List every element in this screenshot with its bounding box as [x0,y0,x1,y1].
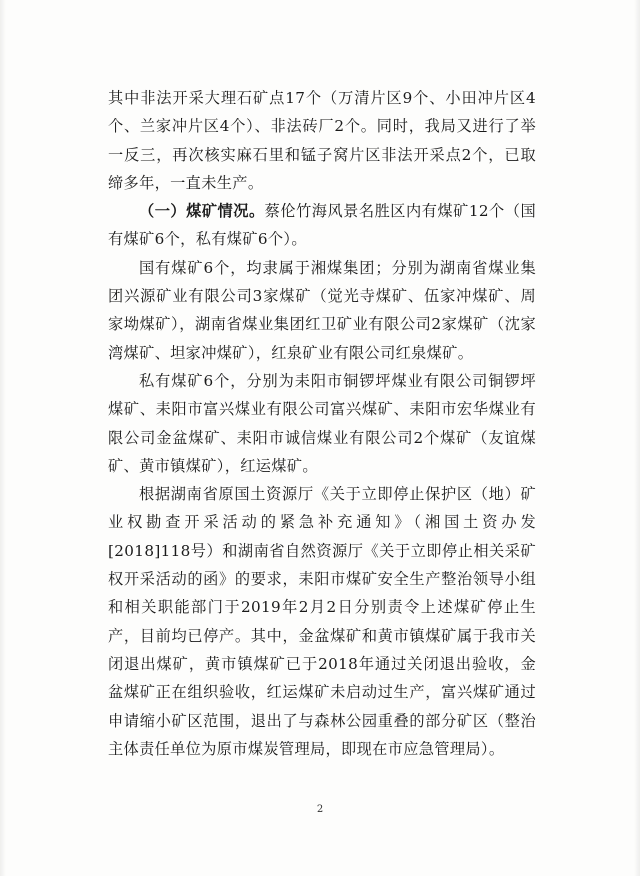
paragraph-state-owned-mines: 国有煤矿6个，均隶属于湘煤集团；分别为湖南省煤业集团兴源矿业有限公司3家煤矿（觉光寺煤矿、伍家冲煤矿、周家坳煤矿），湖南省煤业集团红卫矿业有限公司2家煤矿（沈家湾煤矿、坦家冲煤矿），红泉矿业有限公司红泉煤矿。 [108,258,536,362]
scan-edge-right [634,0,640,876]
section-heading-coal-mines: （一）煤矿情况。 [139,202,265,221]
page-number: 2 [316,804,324,815]
paragraph-private-mines: 私有煤矿6个，分别为耒阳市铜锣坪煤业有限公司铜锣坪煤矿、耒阳市富兴煤业有限公司富兴煤矿、耒阳市宏华煤业有限公司金盆煤矿、耒阳市诚信煤业有限公司2个煤矿（友谊煤矿、黄市镇煤矿），红运煤矿。 [108,371,536,475]
scan-edge-left [0,0,6,876]
paragraph-suspension-order: 根据湖南省原国土资源厅《关于立即停止保护区（地）矿业权勘查开采活动的紧急补充通知》（湘国土资办发[2018]118号）和湖南省自然资源厅《关于立即停止相关采矿权开采活动的函》的要求，耒阳市煤矿安全生产整治领导小组和相关职能部门于2019年2月2日分别责令上述煤矿停止生产，目前均已停产。其中，金盆煤矿和黄市镇煤矿属于我市关闭退出煤矿，黄市镇煤矿已于2018年通过关闭退出验收，金盆煤矿正在组织验收，红运煤矿未启动过生产，富兴煤矿通过申请缩小矿区范围，退出了与森林公园重叠的部分矿区（整治主体责任单位为原市煤炭管理局，即现在市应急管理局）。 [108,485,536,758]
paragraph-illegal-mining: 其中非法开采大理石矿点17个（万清片区9个、小田冲片区4个、兰家冲片区4个）、非法砖厂2个。同时，我局又进行了举一反三，再次核实麻石里和锰子窝片区非法开采点2个，已取缔多年，一直未生产。 [108,89,536,192]
coal-mine-overview-text: 蔡伦竹海风景名胜区内有煤矿12个（国有煤矿6个，私有煤矿6个）。 [108,202,536,249]
document-body [108,84,536,763]
paragraph-coal-mine-overview [108,197,536,254]
